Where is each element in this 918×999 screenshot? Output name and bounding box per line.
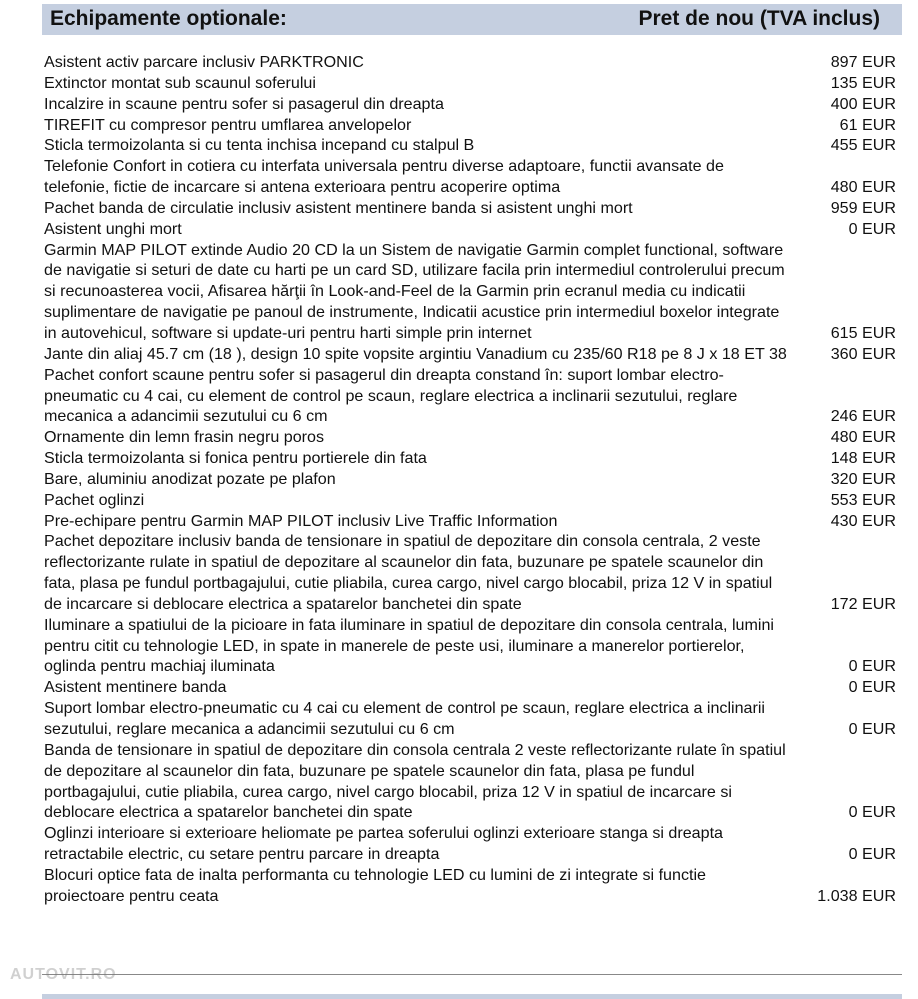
item-price: 172 EUR (830, 594, 896, 613)
list-item (44, 490, 896, 511)
list-item (44, 615, 896, 678)
list-item (44, 448, 896, 469)
list-item (44, 156, 896, 198)
item-description: Pachet banda de circulatie inclusiv asistent mentinere banda si asistent unghi mort (44, 198, 633, 217)
list-item (44, 52, 896, 73)
item-price: 553 EUR (830, 490, 896, 509)
next-section-header (42, 994, 902, 999)
item-description: TIREFIT cu compresor pentru umflarea anvelopelor (44, 115, 412, 134)
list-item (44, 344, 896, 365)
item-description: Sticla termoizolanta si cu tenta inchisa incepand cu stalpul B (44, 136, 475, 155)
list-item (44, 219, 896, 240)
list-item (44, 677, 896, 698)
list-item (44, 740, 896, 823)
list-item (44, 240, 896, 344)
item-price: 0 EUR (848, 803, 896, 822)
item-description: Bare, aluminiu anodizat pozate pe plafon (44, 469, 336, 488)
section-title: Echipamente optionale: (50, 7, 287, 30)
list-item (44, 198, 896, 219)
item-description: Garmin MAP PILOT extinde Audio 20 CD la un Sistem de navigatie Garmin complet functional, software de navigatie si seturi de date cu harti pe un card SD, utilizare facila prin intermediul controlerului precum si recunoasterea vocii, Afisarea hărţii în Look-and-Feel de la Garmin prin ecranul media cu indicatii suplimentare de navigatie pe panoul de instrumente, Indicatii acustice prin intermediul boxelor integrate in autovehicul, software si update-uri pentru harti simple prin internet (44, 240, 785, 342)
list-item (44, 115, 896, 136)
item-description: Asistent mentinere banda (44, 678, 227, 697)
item-description: Jante din aliaj 45.7 cm (18 ), design 10 spite vopsite argintiu Vanadium cu 235/60 R18 pe 8 J x 18 ET 38 (44, 344, 787, 363)
list-item (44, 511, 896, 532)
item-price: 480 EUR (830, 428, 896, 447)
item-price: 0 EUR (848, 720, 896, 738)
divider (42, 974, 902, 975)
item-price: 0 EUR (848, 657, 896, 676)
item-price: 320 EUR (830, 469, 896, 488)
item-description: Oglinzi interioare si exterioare heliomate pe partea soferului oglinzi exterioare stanga si dreapta retractabile electric, cu setare pentru parcare in dreapta (44, 824, 723, 864)
price-column-header: Pret de nou (TVA inclus) (638, 7, 880, 30)
item-description: Iluminare a spatiului de la picioare in fata iluminare in spatiul de depozitare din consola centrala, lumini pentru citit cu tehnologie LED, in spate in manerele de peste usi, iluminare a manerelor portierelor, oglinda pentru machiaj iluminata (44, 615, 774, 676)
item-price: 360 EUR (830, 344, 896, 363)
item-description: Pachet oglinzi (44, 490, 145, 509)
list-item (44, 135, 896, 156)
item-price: 148 EUR (830, 449, 896, 468)
list-item (44, 365, 896, 428)
item-price: 0 EUR (848, 219, 896, 238)
item-description: Incalzire in scaune pentru sofer si pasagerul din dreapta (44, 94, 444, 113)
item-description: Pachet depozitare inclusiv banda de tensionare in spatiul de depozitare din consola centrala, 2 veste reflectorizante rulate in spatiul de depozitare al scaunelor din fata, buzunare pe spatele scaunelor din fata, plasa pe fundul portbagajului, cutie pliabila, curea cargo, nivel cargo blocabil, priza 12 V in spatiul de incarcare si deblocare electrica a spatarelor banchetei din spate (44, 532, 773, 613)
item-price: 959 EUR (830, 198, 896, 217)
item-description: Banda de tensionare in spatiul de depozitare din consola centrala 2 veste reflectorizante rulate în spatiul de depozitare al scaunelor din fata, buzunare pe spatele scaunelor din fata, plasa pe fundul portbagajului, cutie pliabila, curea cargo, nivel cargo blocabil, priza 12 V in spatiul de incarcare si deblocare electrica a spatarelor banchetei din spate (44, 740, 786, 822)
list-item (44, 531, 896, 614)
list-item (44, 73, 896, 94)
item-price: 0 EUR (848, 678, 896, 697)
item-description: Asistent activ parcare inclusiv PARKTRONIC (44, 53, 364, 71)
list-item (44, 94, 896, 115)
section-header (42, 4, 902, 35)
item-price: 480 EUR (830, 178, 896, 197)
item-price: 897 EUR (830, 53, 896, 71)
item-description: Suport lombar electro-pneumatic cu 4 cai cu element de control pe scaun, reglare electrica a inclinarii sezutului, reglare mecanica a adancimii sezutului cu 6 cm (44, 699, 766, 738)
item-price: 61 EUR (839, 115, 896, 134)
item-description: Sticla termoizolanta si fonica pentru portierele din fata (44, 449, 427, 468)
item-description: Ornamente din lemn frasin negru poros (44, 428, 324, 447)
options-list (44, 52, 896, 907)
item-price: 400 EUR (830, 94, 896, 113)
item-price: 135 EUR (830, 73, 896, 92)
item-price: 1.038 EUR (817, 886, 896, 905)
item-price: 0 EUR (848, 845, 896, 864)
item-description: Blocuri optice fata de inalta performanta cu tehnologie LED cu lumini de zi integrate si functie proiectoare pentru ceata (44, 865, 707, 905)
item-description: Pre-echipare pentru Garmin MAP PILOT inclusiv Live Traffic Information (44, 511, 558, 530)
item-description: Telefonie Confort in cotiera cu interfata universala pentru diverse adaptoare, functii avansate de telefonie, fictie de incarcare si antena exterioara pentru acoperire optima (44, 157, 724, 197)
list-item (44, 469, 896, 490)
list-item (44, 865, 896, 907)
item-price: 455 EUR (830, 136, 896, 155)
item-description: Pachet confort scaune pentru sofer si pasagerul din dreapta constand în: suport lombar electro-pneumatic cu 4 cai, cu element de control pe scaun, reglare electrica a inclinarii sezutului, reglare mecanica a adancimii sezutului cu 6 cm (44, 365, 738, 426)
item-price: 615 EUR (830, 323, 896, 342)
list-item (44, 427, 896, 448)
item-description: Extinctor montat sub scaunul soferului (44, 73, 316, 92)
list-item (44, 698, 896, 740)
list-item (44, 823, 896, 865)
item-price: 430 EUR (830, 511, 896, 530)
watermark-logo: AUTOVIT.RO (10, 966, 117, 983)
item-price: 246 EUR (830, 407, 896, 426)
item-description: Asistent unghi mort (44, 219, 182, 238)
